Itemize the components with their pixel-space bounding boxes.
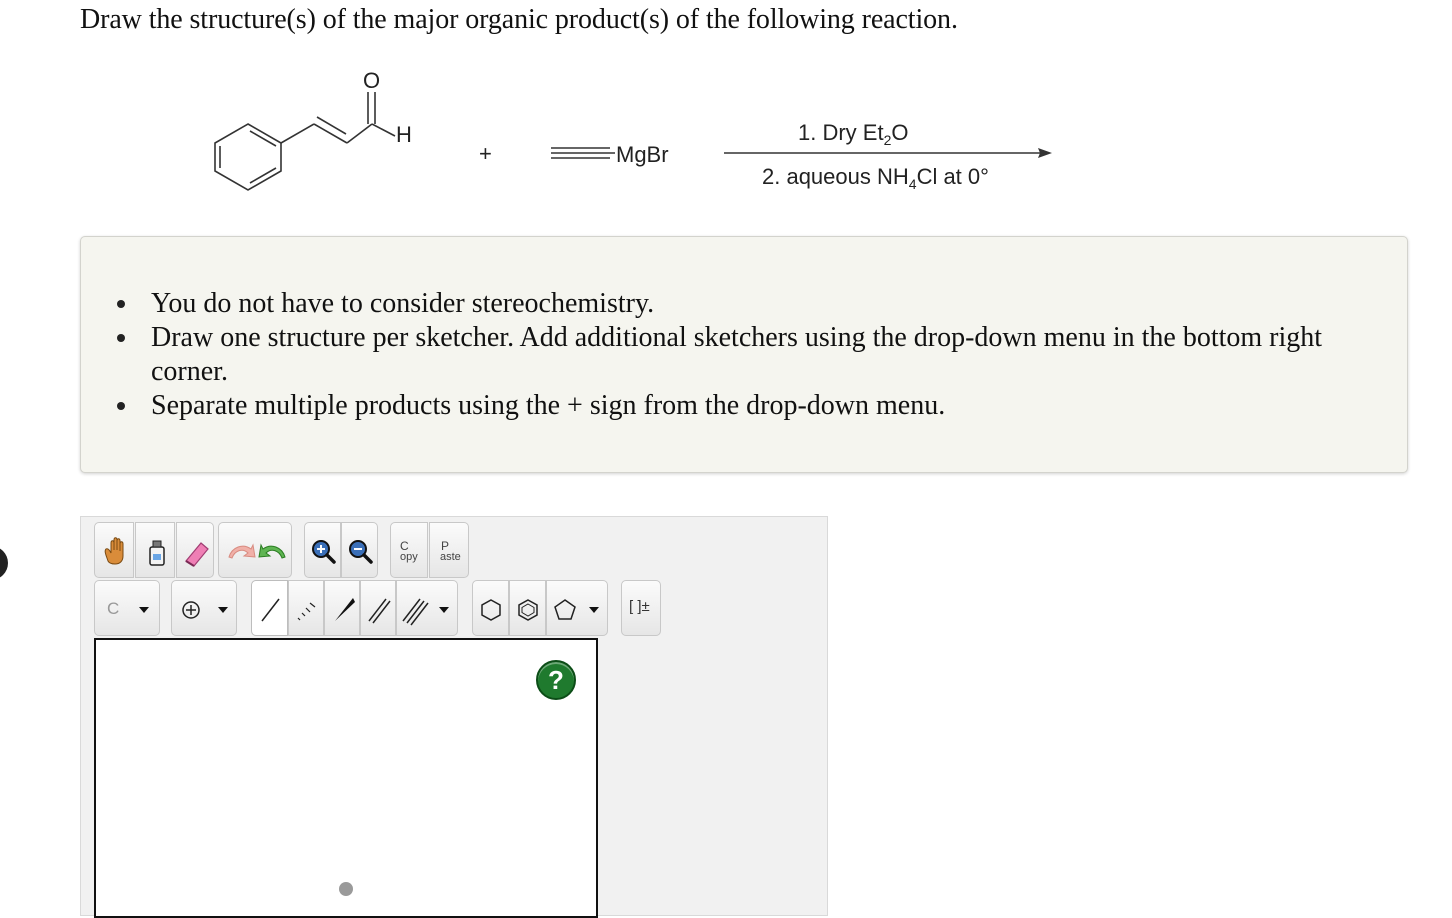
double-bond-icon	[361, 581, 397, 637]
charge-selector[interactable]	[171, 580, 237, 636]
redo-icon[interactable]	[259, 545, 285, 558]
question-text: Draw the structure(s) of the major organic product(s) of the following reaction.	[80, 4, 958, 35]
instruction-item: You do not have to consider stereochemistry.	[151, 287, 1381, 321]
chevron-down-icon	[439, 607, 449, 613]
pan-tool-button[interactable]	[94, 522, 134, 578]
cursor-indicator	[339, 882, 353, 896]
grignard-label: MgBr	[616, 142, 669, 167]
instructions-list	[151, 287, 1381, 423]
cinnamaldehyde-structure	[215, 92, 395, 190]
chevron-down-icon	[139, 607, 149, 613]
copy-button[interactable]: C opy	[390, 522, 428, 578]
wedge-bond-icon	[325, 581, 361, 637]
ethynyl-triple-bond	[551, 148, 615, 158]
instructions-box	[80, 236, 1408, 473]
wedge-bond-button[interactable]	[324, 580, 360, 636]
instruction-item: Draw one structure per sketcher. Add additional sketchers using the drop-down menu in the bottom right corner.	[151, 321, 1381, 389]
lasso-tool-button[interactable]	[135, 522, 175, 578]
zoom-out-icon	[342, 523, 379, 579]
double-bond-button[interactable]	[360, 580, 396, 636]
bullet	[117, 402, 125, 410]
undo-redo-group	[218, 522, 292, 578]
bracket-charge-button[interactable]: [ ]±	[621, 580, 661, 636]
cyclohexane-button[interactable]	[472, 580, 509, 636]
instruction-item: Separate multiple products using the + sign from the drop-down menu.	[151, 389, 1381, 423]
help-button[interactable]: ?	[536, 660, 576, 700]
bullet	[117, 334, 125, 342]
benzene-ring	[215, 124, 281, 190]
eraser-icon	[177, 523, 215, 579]
arrow-head	[1038, 148, 1052, 158]
benzene-icon	[510, 581, 547, 637]
ring-selector[interactable]	[546, 580, 608, 636]
paste-button[interactable]: P aste	[429, 522, 469, 578]
hexagon-icon	[473, 581, 510, 637]
aldehyde-hydrogen: H	[396, 122, 412, 147]
hand-icon	[95, 523, 135, 579]
undo-icon[interactable]	[229, 545, 255, 558]
side-panel-handle[interactable]	[0, 546, 8, 580]
chevron-down-icon	[218, 607, 228, 613]
triple-bond-selector[interactable]	[396, 580, 458, 636]
reaction-scheme	[0, 0, 1452, 230]
eraser-tool-button[interactable]	[176, 522, 214, 578]
zoom-in-button[interactable]	[304, 522, 341, 578]
drawing-canvas[interactable]	[94, 638, 598, 918]
chevron-down-icon	[589, 607, 599, 613]
zoom-in-icon	[305, 523, 342, 579]
element-selected: C	[107, 599, 120, 618]
pentagon-icon	[547, 581, 609, 637]
single-bond-icon	[252, 581, 289, 637]
bullet	[117, 300, 125, 308]
element-selector[interactable]	[94, 580, 160, 636]
condition-2: 2. aqueous $NH_4Cl$ at 0°	[762, 164, 989, 192]
condition-1: 1. Dry $Et_2O$	[798, 120, 909, 148]
charge-plus-icon	[172, 581, 238, 637]
benzene-button[interactable]	[509, 580, 546, 636]
single-bond-button[interactable]	[251, 580, 288, 636]
triple-bond-icon	[397, 581, 459, 637]
hashed-wedge-bond-icon	[289, 581, 325, 637]
zoom-out-button[interactable]	[341, 522, 378, 578]
plus-sign: +	[479, 141, 492, 166]
aldehyde-oxygen: O	[363, 68, 381, 93]
bottle-icon	[136, 523, 176, 579]
hashed-bond-button[interactable]	[288, 580, 324, 636]
